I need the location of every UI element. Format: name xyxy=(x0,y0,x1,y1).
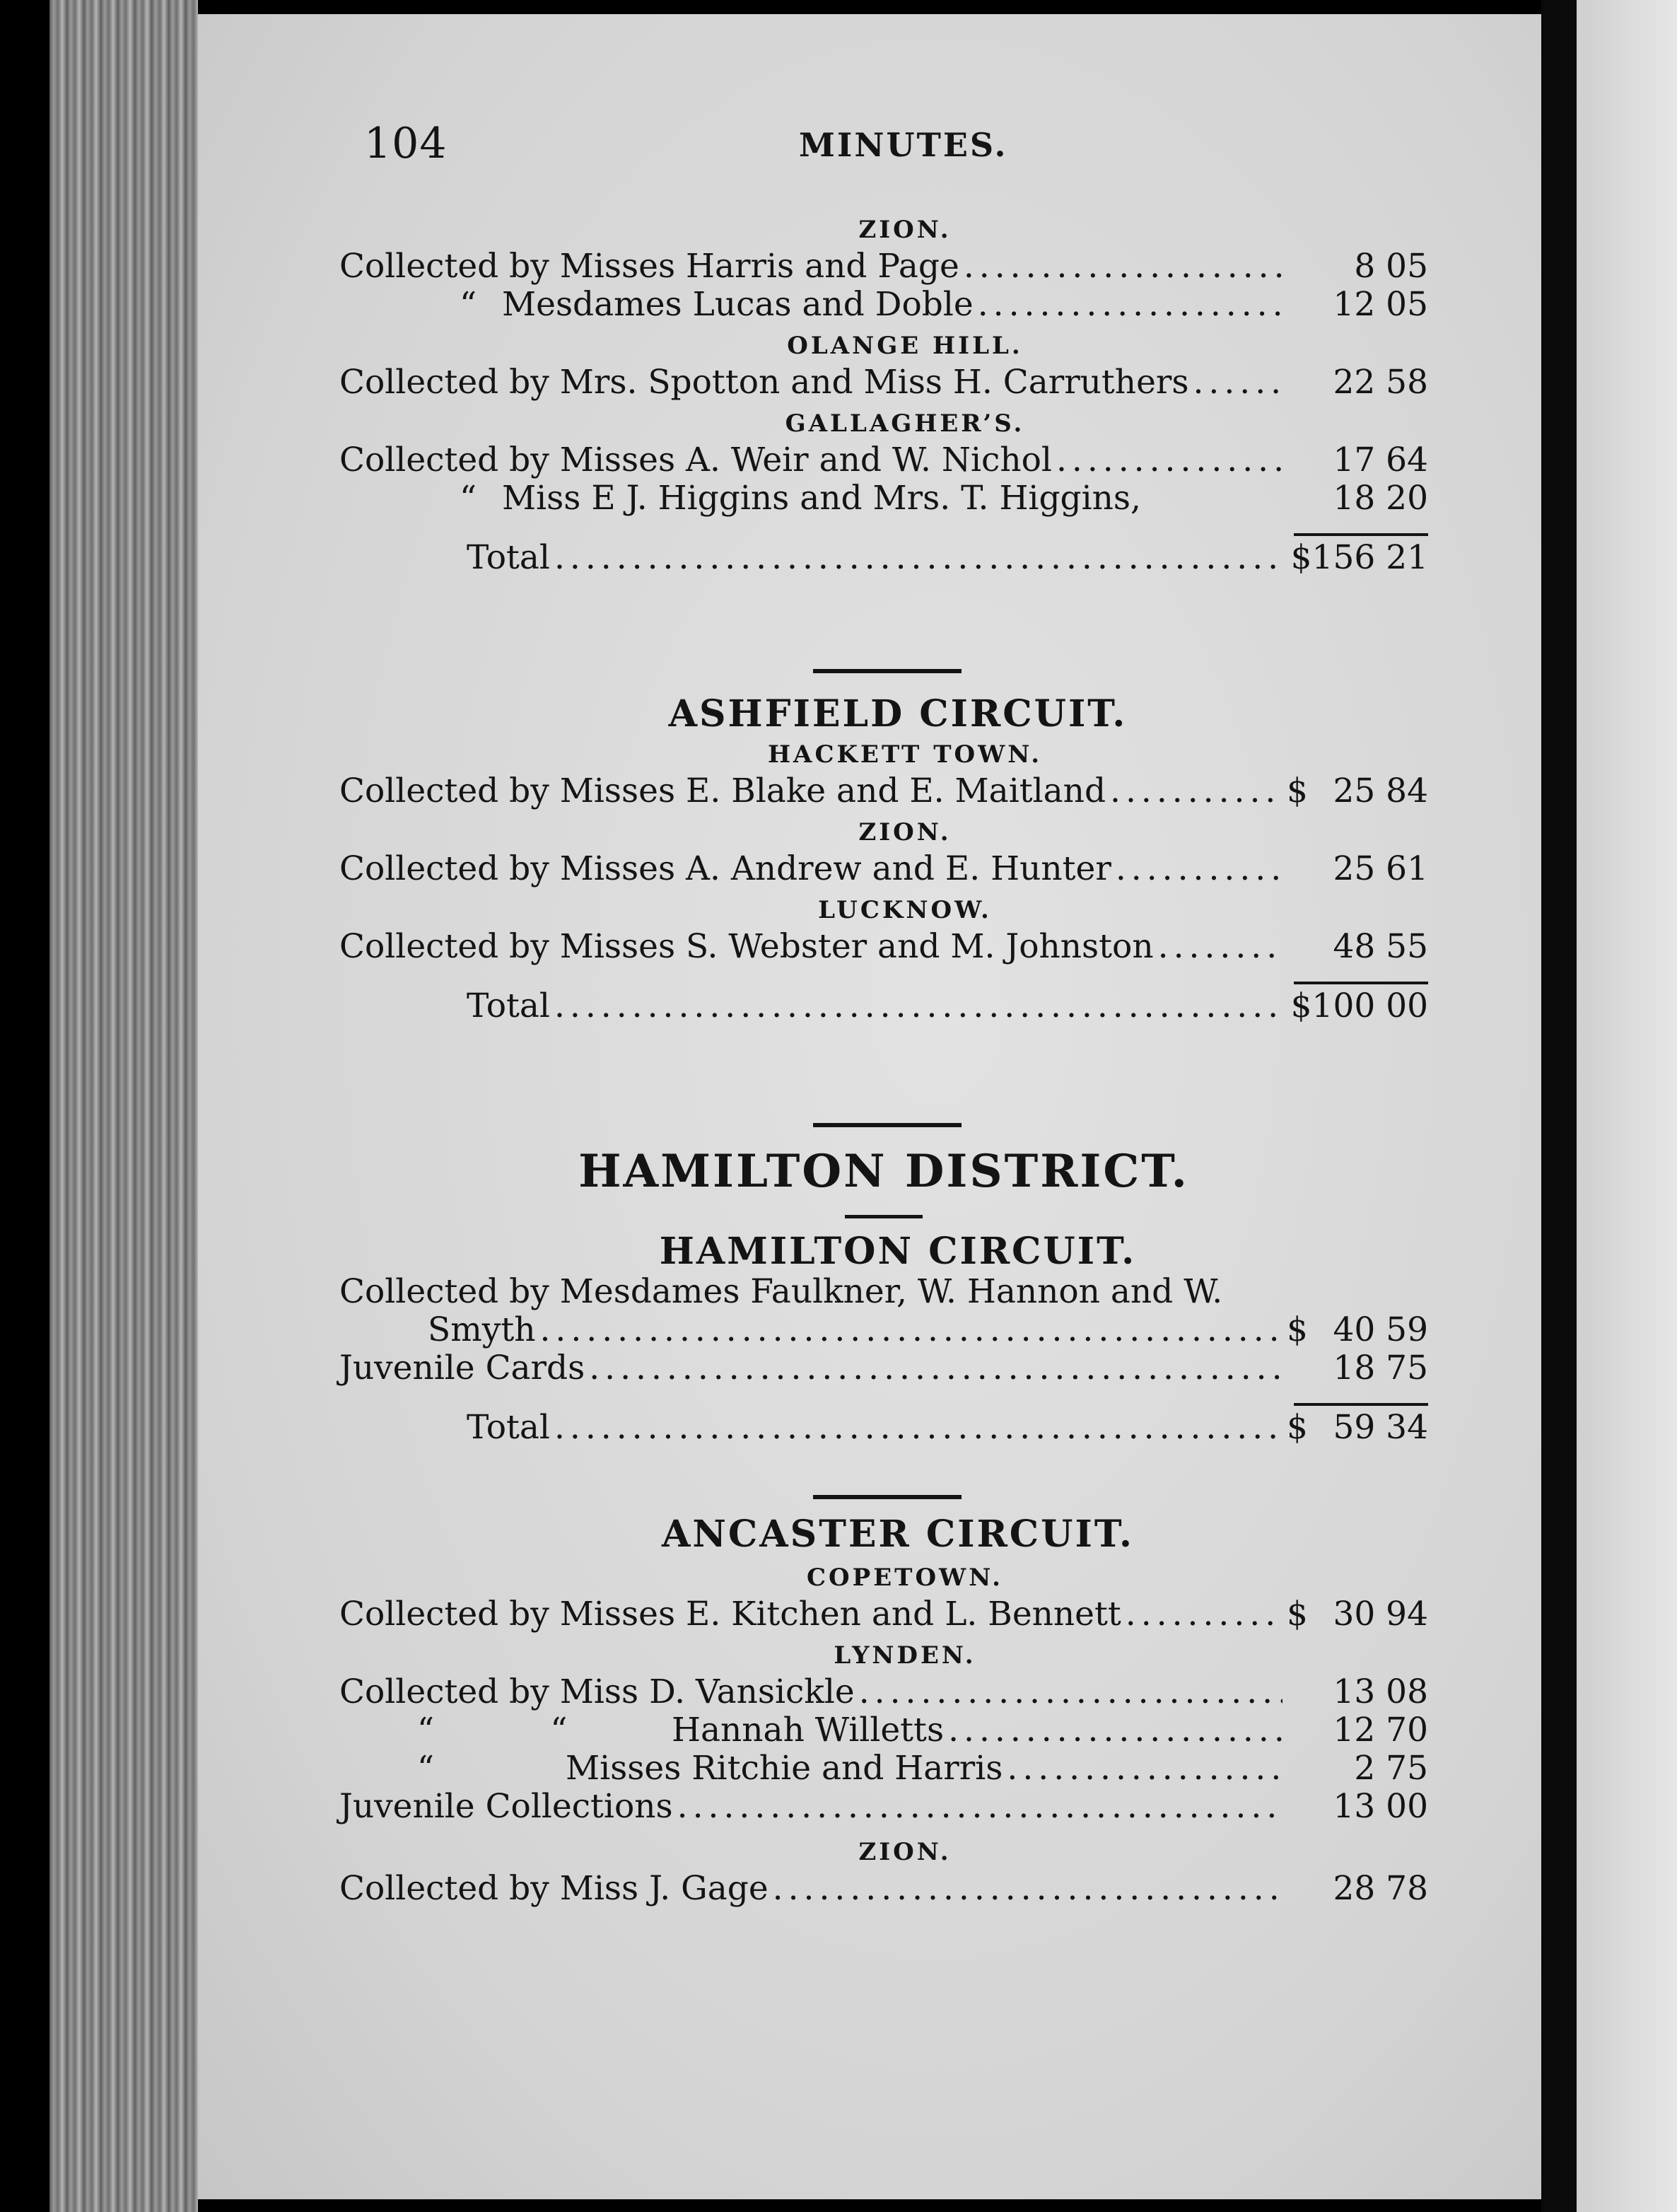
leader-dots xyxy=(964,248,1282,286)
ditto-mark: “ xyxy=(460,285,477,324)
row-amount: 13 00 xyxy=(1333,1787,1428,1826)
leader-dots xyxy=(773,1870,1282,1908)
row-amount: 18 20 xyxy=(1333,479,1428,518)
page-number: 104 xyxy=(364,119,448,168)
row-label: Collected by Misses A. Andrew and E. Hunter xyxy=(339,849,1111,888)
row-label: Collected by Mesdames Faulkner, W. Hannon and W. xyxy=(339,1272,1223,1311)
facing-page-edge xyxy=(1577,0,1677,2212)
section-rule xyxy=(845,1215,923,1218)
section-rule xyxy=(813,1495,962,1499)
collection-row xyxy=(339,772,1428,810)
section-heading: LUCKNOW. xyxy=(818,896,992,924)
book-gutter xyxy=(1541,0,1577,2212)
collection-row xyxy=(339,1595,1428,1634)
leader-dots xyxy=(1158,928,1282,966)
row-amount: 13 08 xyxy=(1333,1672,1428,1711)
collection-row xyxy=(339,1750,1428,1788)
row-label: Collected by Misses A. Weir and W. Nichol xyxy=(339,441,1052,479)
row-label: Collected by Miss D. Vansickle xyxy=(339,1672,855,1711)
book-binding-edge xyxy=(49,0,198,2212)
circuit-title: ANCASTER CIRCUIT. xyxy=(662,1513,1134,1556)
row-amount: 12 70 xyxy=(1333,1711,1428,1750)
leader-dots xyxy=(1007,1750,1282,1788)
section-heading: GALLAGHER’S. xyxy=(785,409,1025,438)
row-amount: 12 05 xyxy=(1333,285,1428,324)
total-row xyxy=(339,539,1428,577)
row-label: Misses Ritchie and Harris xyxy=(566,1749,1003,1788)
row-amount: 18 75 xyxy=(1333,1349,1428,1387)
leader-dots xyxy=(859,1673,1282,1711)
collection-row xyxy=(339,441,1428,479)
total-label: Total xyxy=(467,1408,550,1447)
circuit-title: HAMILTON CIRCUIT. xyxy=(659,1230,1137,1273)
section-heading: OLANGE HILL. xyxy=(787,332,1023,360)
collection-row xyxy=(339,479,1428,518)
collection-row xyxy=(339,1349,1428,1387)
row-amount: 25 61 xyxy=(1333,849,1428,888)
row-label: Collected by Misses E. Blake and E. Maitland xyxy=(339,772,1106,810)
collection-row xyxy=(339,850,1428,888)
row-label: Collected by Mrs. Spotton and Miss H. Carruthers xyxy=(339,363,1189,402)
row-label: Collected by Miss J. Gage xyxy=(339,1869,769,1908)
leader-dots xyxy=(948,1711,1282,1750)
hamilton-circuit xyxy=(339,1230,1428,1447)
row-amount: 30 94 xyxy=(1333,1595,1428,1634)
district-title: HAMILTON DISTRICT. xyxy=(578,1145,1189,1198)
ditto-mark: “ xyxy=(460,479,477,518)
leader-dots xyxy=(554,987,1282,1025)
leader-dots xyxy=(1126,1595,1282,1634)
leader-dots xyxy=(1116,850,1282,888)
section-heading: ZION. xyxy=(858,1838,952,1866)
row-amount: 2 75 xyxy=(1354,1749,1428,1788)
row-label: Smyth xyxy=(428,1310,536,1349)
dollar-sign: $ xyxy=(1287,772,1308,810)
ditto-mark: “ “ xyxy=(417,1711,568,1750)
row-amount: 22 58 xyxy=(1333,363,1428,402)
section-heading: LYNDEN. xyxy=(834,1641,976,1670)
ditto-mark: “ xyxy=(417,1749,435,1788)
section-heading: ZION. xyxy=(858,818,952,846)
collection-row xyxy=(339,1788,1428,1826)
row-amount: 40 59 xyxy=(1333,1310,1428,1349)
section-heading: COPETOWN. xyxy=(806,1564,1003,1592)
leader-dots xyxy=(978,286,1282,324)
ashfield-circuit xyxy=(339,693,1428,1025)
row-label: Juvenile Cards xyxy=(339,1349,585,1387)
total-row xyxy=(339,1409,1428,1447)
row-label: Collected by Misses S. Webster and M. Johnston xyxy=(339,927,1154,966)
leader-dots xyxy=(554,1409,1282,1447)
collection-row xyxy=(339,286,1428,324)
row-label: Collected by Misses E. Kitchen and L. Bennett xyxy=(339,1595,1121,1634)
section-rule xyxy=(813,669,962,673)
leader-dots xyxy=(554,539,1282,577)
running-title: MINUTES. xyxy=(799,126,1008,164)
row-label: Hannah Willetts xyxy=(672,1711,945,1750)
row-amount: 28 78 xyxy=(1333,1869,1428,1908)
collection-row xyxy=(339,248,1428,286)
ancaster-circuit xyxy=(339,1513,1428,1908)
leader-dots xyxy=(539,1311,1282,1349)
leader-dots xyxy=(1056,441,1282,479)
section-heading: ZION. xyxy=(858,216,952,244)
section-heading: HACKETT TOWN. xyxy=(767,740,1043,769)
row-label: Juvenile Collections xyxy=(339,1787,673,1826)
total-label: Total xyxy=(467,538,550,577)
collection-row xyxy=(339,1673,1428,1711)
total-label: Total xyxy=(467,986,550,1025)
collection-row xyxy=(339,1711,1428,1750)
row-amount: 8 05 xyxy=(1354,247,1428,286)
collection-row xyxy=(339,928,1428,966)
collection-row xyxy=(339,1273,1428,1311)
top-collections xyxy=(339,212,1428,577)
row-amount: 25 84 xyxy=(1333,772,1428,810)
total-amount: $100 00 xyxy=(1290,986,1428,1025)
total-amount: 59 34 xyxy=(1333,1408,1428,1447)
collection-row xyxy=(339,363,1428,402)
hamilton-district xyxy=(339,1146,1428,1198)
row-amount: 17 64 xyxy=(1333,441,1428,479)
row-label: Mesdames Lucas and Doble xyxy=(502,285,974,324)
dollar-sign: $ xyxy=(1287,1595,1308,1634)
leader-dots xyxy=(677,1788,1282,1826)
collection-row xyxy=(339,1870,1428,1908)
collection-row-continued xyxy=(339,1311,1428,1349)
leader-dots xyxy=(1110,772,1282,810)
row-label: Miss E J. Higgins and Mrs. T. Higgins, xyxy=(502,479,1141,518)
dollar-sign: $ xyxy=(1287,1310,1308,1349)
leader-dots xyxy=(589,1349,1282,1387)
total-amount: $156 21 xyxy=(1290,538,1428,577)
leader-dots xyxy=(1193,363,1282,402)
row-amount: 48 55 xyxy=(1333,927,1428,966)
total-row xyxy=(339,987,1428,1025)
section-rule xyxy=(813,1123,962,1127)
row-label: Collected by Misses Harris and Page xyxy=(339,247,959,286)
circuit-title: ASHFIELD CIRCUIT. xyxy=(668,692,1128,735)
dollar-sign: $ xyxy=(1287,1408,1308,1447)
